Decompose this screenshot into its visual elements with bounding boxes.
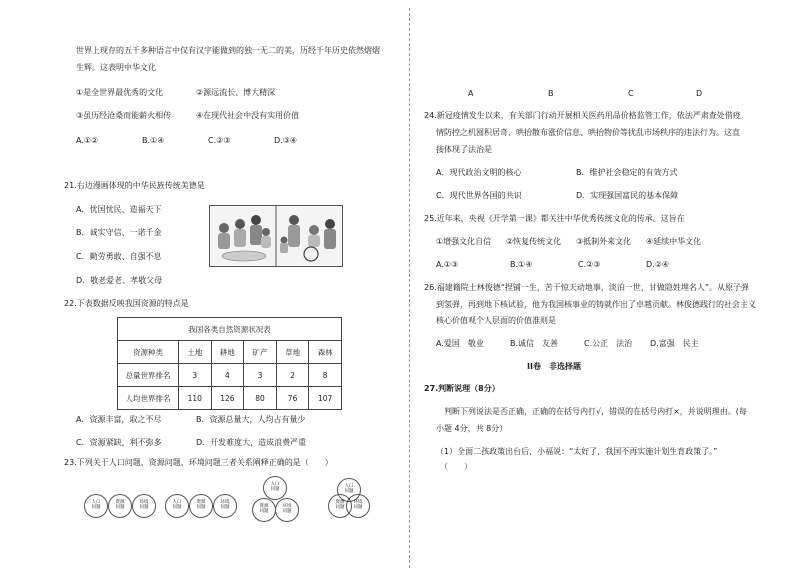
table-cell: 2 bbox=[276, 364, 309, 387]
table-header-cell: 森林 bbox=[309, 341, 342, 364]
table-caption: 我国各类自然资源状况表 bbox=[118, 318, 342, 341]
section-title: II卷 非选择题 bbox=[527, 362, 581, 371]
q24-text-line1: 24.新冠疫情发生以来，有关部门行动开展相关医药用品价格监管工作，依法严肃查处借疫 bbox=[424, 111, 741, 120]
table-cell: 3 bbox=[179, 364, 212, 387]
circle-environment: 环境问题 bbox=[213, 494, 237, 518]
q24-option-c: C．现代世界各国的共识 bbox=[436, 191, 522, 200]
q26-option-d: D.富强 民主 bbox=[650, 339, 699, 348]
resource-table bbox=[117, 317, 342, 410]
q21-option-c: C．勤劳勇敢、自强不息 bbox=[76, 252, 162, 261]
table-row bbox=[118, 387, 342, 410]
table-header-cell: 耕地 bbox=[211, 341, 244, 364]
table-cell: 76 bbox=[276, 387, 309, 410]
q20-choice-b: B.①④ bbox=[142, 136, 165, 145]
q20-choice-a: A.①② bbox=[76, 136, 99, 145]
q24-option-b: B．维护社会稳定的有效方式 bbox=[576, 168, 678, 177]
q25-choice-b: B.①④ bbox=[510, 260, 533, 269]
q27-instruction-line2: 小题 4分，共 8分） bbox=[436, 424, 508, 433]
q23-label-d: D bbox=[696, 89, 703, 98]
circle-environment: 环境问题 bbox=[275, 498, 299, 522]
circle-population: 人口问题 bbox=[337, 478, 361, 502]
q21-text: 21.右边漫画体现的中华民族传统美德是 bbox=[64, 181, 205, 190]
table-header-cell: 资源种类 bbox=[118, 341, 179, 364]
q21-option-b: B．诚实守信、一诺千金 bbox=[76, 228, 162, 237]
q22-option-b: B．资源总量大，人均占有量少 bbox=[196, 415, 306, 424]
circle-resource: 资源问题 bbox=[328, 494, 352, 518]
cartoon-figures-image bbox=[210, 206, 342, 266]
table-cell: 110 bbox=[179, 387, 212, 410]
q23-label-c: C bbox=[628, 89, 634, 98]
q22-option-c: C．资源紧缺，利不弥多 bbox=[76, 438, 162, 447]
q27-instruction-line1: 判断下列说法是否正确，正确的在括号内打√，错误的在括号内打×，并说明理由。(每 bbox=[444, 407, 747, 416]
q26-option-b: B.诚信 友善 bbox=[510, 339, 559, 348]
q26-text-line1: 26.福建籍院士林俊德“捏铺一生，苦干惊天动地事，淡泊一世，甘做隐姓埋名人”。从原子弹 bbox=[424, 283, 750, 292]
q20-option-2: ②源远流长、博大精深 bbox=[196, 88, 276, 97]
table-cell: 80 bbox=[244, 387, 277, 410]
q20-option-1: ①是全世界最优秀的文化 bbox=[76, 88, 164, 97]
q24-text-line3: 接体现了法治是 bbox=[436, 145, 492, 154]
circle-resource: 资源问题 bbox=[108, 494, 132, 518]
table-header-row bbox=[118, 341, 342, 364]
q23-label-b: B bbox=[548, 89, 554, 98]
circle-environment: 环境问题 bbox=[132, 494, 156, 518]
table-header-cell: 草地 bbox=[276, 341, 309, 364]
table-cell: 8 bbox=[309, 364, 342, 387]
circle-population: 人口问题 bbox=[165, 494, 189, 518]
table-header-cell: 矿产 bbox=[244, 341, 277, 364]
q21-option-a: A．忧国忧民、造福天下 bbox=[76, 205, 162, 214]
table-cell: 人均世界排名 bbox=[118, 387, 179, 410]
q26-option-c: C.公正 法治 bbox=[584, 339, 633, 348]
circle-environment: 环境问题 bbox=[346, 494, 370, 518]
q20-option-3: ③虽历经沧桑而能薪火相传 bbox=[76, 111, 172, 120]
circle-population: 人口问题 bbox=[84, 494, 108, 518]
table-row bbox=[118, 364, 342, 387]
q25-text: 25.近年来，央视《开学第一课》都关注中华优秀传统文化的传承。这旨在 bbox=[424, 214, 685, 223]
q26-text-line2: 到氢弹，再到地下核试验，他为我国核事业的铸就作出了卓越贡献。林俊德践行的社会主义 bbox=[436, 300, 756, 309]
q23-text: 23.下列关于人口问题、资源问题、环境问题三者关系阐释正确的是（ ） bbox=[64, 458, 333, 467]
q25-option-3: ③抵制外来文化 bbox=[576, 237, 632, 246]
table-cell: 总量世界排名 bbox=[118, 364, 179, 387]
q20-option-4: ④在现代社会中没有实用价值 bbox=[196, 111, 300, 120]
q25-choice-a: A.①③ bbox=[436, 260, 459, 269]
q22-option-a: A．资源丰富，取之不尽 bbox=[76, 415, 162, 424]
q20-choice-c: C.②③ bbox=[208, 136, 231, 145]
table-cell: 107 bbox=[309, 387, 342, 410]
q27-item1-answer-brackets: （ ） bbox=[440, 462, 472, 471]
q22-option-d: D．开发难度大，造成浪费严重 bbox=[196, 438, 307, 447]
q25-option-1: ①增强文化自信 bbox=[436, 237, 492, 246]
circle-resource: 资源问题 bbox=[252, 498, 276, 522]
q25-option-2: ②恢复传统文化 bbox=[506, 237, 562, 246]
table-cell: 3 bbox=[244, 364, 277, 387]
q26-option-a: A.爱国 敬业 bbox=[436, 339, 484, 348]
table-header-cell: 土地 bbox=[179, 341, 212, 364]
cartoon-illustration bbox=[209, 205, 343, 267]
circle-resource: 资源问题 bbox=[189, 494, 213, 518]
q20-text-line2: 生辉。这表明中华文化 bbox=[76, 63, 156, 72]
circle-population: 人口问题 bbox=[263, 476, 287, 500]
q24-option-d: D．实现强国富民的基本保障 bbox=[576, 191, 679, 200]
q20-text-line1: 世界上现存的五千多种语言中仅有汉字能做到的独一无二的美，历经千年历史依然熠熠 bbox=[76, 46, 380, 55]
q21-option-d: D．敬老爱老、孝敬父母 bbox=[76, 276, 163, 285]
q25-option-4: ④延续中华文化 bbox=[646, 237, 702, 246]
column-divider bbox=[409, 8, 410, 568]
q23-label-a: A bbox=[468, 89, 474, 98]
q25-choice-d: D.②④ bbox=[646, 260, 670, 269]
q25-choice-c: C.②③ bbox=[578, 260, 601, 269]
q27-item1-line1: （1）全面二孩政策出台后，小福说：“太好了，我国不再实施计划生育政策了。” bbox=[436, 447, 718, 456]
q27-title: 27.判断说理（8分） bbox=[424, 384, 500, 393]
table-cell: 4 bbox=[211, 364, 244, 387]
q20-choice-d: D.③④ bbox=[274, 136, 298, 145]
q26-text-line3: 核心价值观个人层面的价值准则是 bbox=[436, 316, 556, 325]
q22-text: 22.下表数据反映我国资源的特点是 bbox=[64, 299, 189, 308]
q24-text-line2: 情防控之机囤积居奇、哄抬散布涨价信息、哄抬物价等扰乱市场秩序的违法行为。这直 bbox=[436, 128, 740, 137]
q24-option-a: A．现代政治文明的核心 bbox=[436, 168, 522, 177]
table-cell: 126 bbox=[211, 387, 244, 410]
